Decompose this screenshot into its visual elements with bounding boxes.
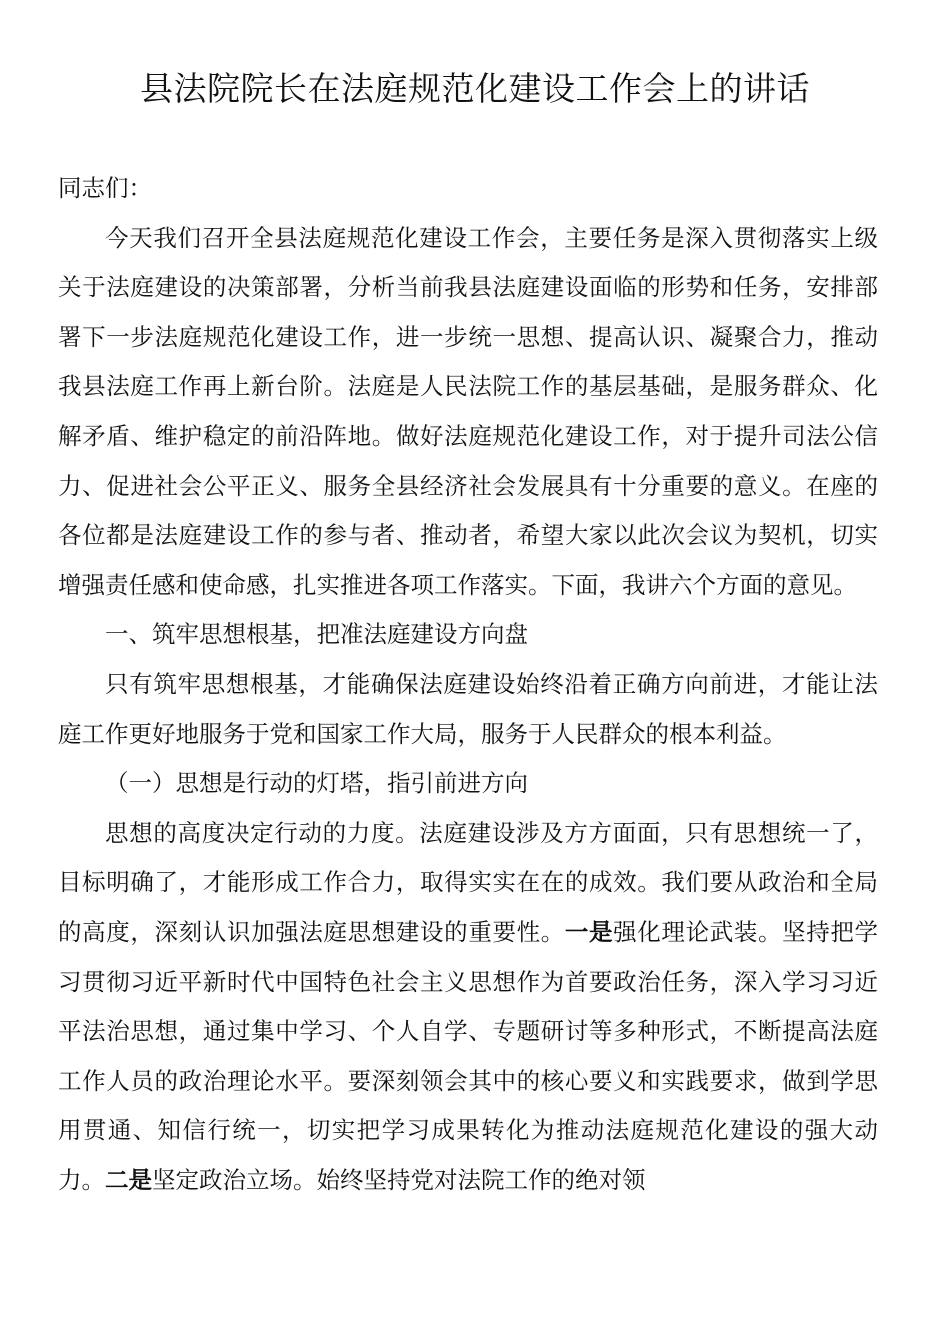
- paragraph-subsection-1-part-b: 强化理论武装。坚持把学习贯彻习近平新时代中国特色社会主义思想作为首要政治任务，深入学习习近平法治思想，通过集中学习、个人自学、专题研讨等多种形式，不断提高法庭工作人员的政治理论水平。要深刻领会其中的核心要义和实践要求，做到学思用贯通、知信行统一，切实把学习成果转化为推动法庭规范化建设的强大动力。: [58, 917, 879, 1194]
- bold-marker-first: 一是: [564, 917, 614, 946]
- section-heading-1: 一、筑牢思想根基，把准法庭建设方向盘: [105, 620, 528, 649]
- paragraph-section-1: 只有筑牢思想根基，才能确保法庭建设始终沿着正确方向前进，才能让法庭工作更好地服务于党和国家工作大局，服务于人民群众的根本利益。: [58, 669, 878, 748]
- paragraph-subsection-1: [58, 809, 878, 1206]
- paragraph-subsection-1-part-c: 坚定政治立场。始终坚持党对法院工作的绝对领: [152, 1165, 646, 1194]
- salutation: 同志们：: [58, 174, 152, 202]
- document-body: [58, 164, 878, 1205]
- bold-marker-second: 二是: [105, 1165, 152, 1194]
- paragraph-intro: 今天我们召开全县法庭规范化建设工作会，主要任务是深入贯彻落实上级关于法庭建设的决策部署，分析当前我县法庭建设面临的形势和任务，安排部署下一步法庭规范化建设工作，进一步统一思想、提高认识、凝聚合力，推动我县法庭工作再上新台阶。法庭是人民法院工作的基层基础，是服务群众、化解矛盾、维护稳定的前沿阵地。做好法庭规范化建设工作，对于提升司法公信力、促进社会公平正义、服务全县经济社会发展具有十分重要的意义。在座的各位都是法庭建设工作的参与者、推动者，希望大家以此次会议为契机，切实增强责任感和使命感，扎实推进各项工作落实。下面，我讲六个方面的意见。: [58, 223, 878, 599]
- subsection-heading-1: （一）思想是行动的灯塔，指引前进方向: [105, 769, 528, 798]
- document-title: 县法院院长在法庭规范化建设工作会上的讲话: [140, 69, 810, 108]
- paragraph-subsection-1-part-a: 思想的高度决定行动的力度。法庭建设涉及方方面面，只有思想统一了，目标明确了，才能形成工作合力，取得实实在在的成效。我们要从政治和全局的高度，深刻认识加强法庭思想建设的重要性。: [58, 818, 878, 946]
